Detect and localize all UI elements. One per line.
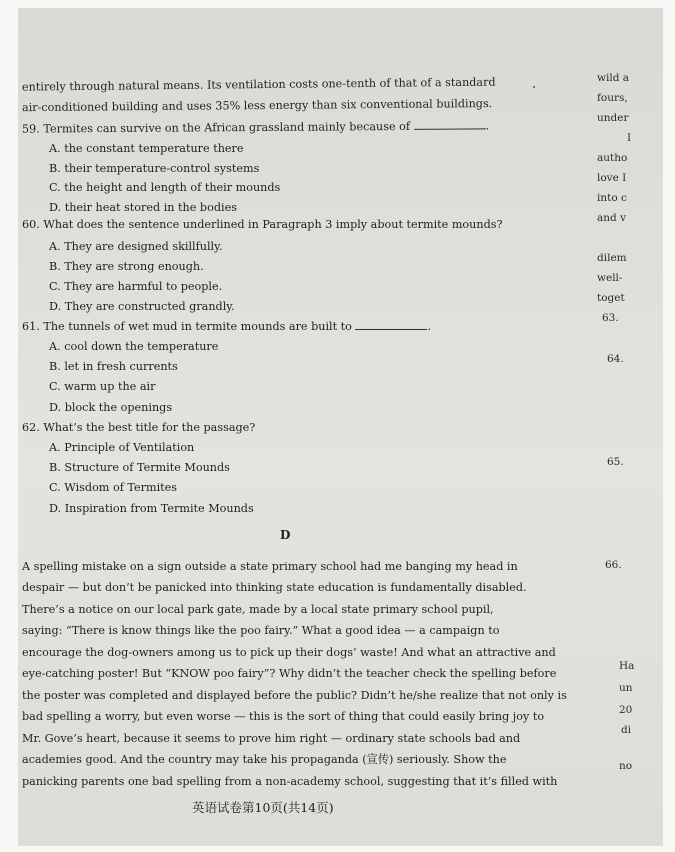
passage-line: despair — but don’t be panicked into thinking state education is fundamentally disabled. (22, 581, 527, 594)
question-number-fragment: 63. (602, 312, 619, 324)
option-59b (49, 162, 259, 176)
fragment-text: fours, (597, 92, 628, 104)
fragment-text: autho (597, 152, 628, 164)
option-62b (49, 461, 230, 475)
option-text: the constant temperature there (64, 142, 244, 155)
continuation-line-1: entirely through natural means. Its ventilation costs one-tenth of that of a standard (21, 75, 496, 94)
continuation-line-2: air-conditioned building and uses 35% less energy than six conventional buildings. (21, 97, 493, 115)
option-letter: A. (49, 441, 61, 454)
question-number-fragment: 66. (605, 559, 622, 571)
option-text: their heat stored in the bodies (64, 201, 237, 214)
passage-line: the poster was completed and displayed before the public? Didn’t he/she realize that not only is (22, 689, 567, 702)
option-text: their temperature-control systems (64, 162, 260, 175)
option-letter: B. (49, 461, 61, 474)
question-number-fragment: 64. (607, 353, 624, 365)
passage-line: Mr. Gove’s heart, because it seems to prove him right — ordinary state schools bad and (22, 732, 521, 745)
option-text: block the openings (64, 401, 173, 414)
passage-line: encourage the dog-owners among us to pick up their dogs’ waste! And what an attractive and (22, 646, 556, 659)
passage-line: There’s a notice on our local park gate, made by a local state primary school pupil, (22, 603, 494, 616)
passage-line: bad spelling a worry, but even worse — this is the sort of thing that could easily bring joy to (22, 710, 545, 723)
question-tail: . (485, 119, 490, 133)
speck (533, 86, 535, 88)
option-61d (49, 401, 172, 415)
option-text: Wisdom of Termites (64, 481, 178, 494)
fragment-text: no (619, 760, 633, 772)
option-text: They are constructed grandly. (64, 300, 235, 313)
option-text: Principle of Ventilation (64, 441, 195, 454)
option-text: They are harmful to people. (64, 280, 223, 293)
fragment-text: well- (597, 272, 623, 284)
fragment-text: love I (597, 172, 627, 184)
question-59 (22, 118, 489, 136)
option-62d (49, 502, 254, 516)
option-letter: B. (49, 162, 61, 175)
section-label: D (280, 528, 291, 542)
option-60c (49, 280, 222, 294)
fragment-text: under (597, 112, 629, 124)
option-letter: B. (49, 260, 61, 273)
option-letter: D. (49, 300, 62, 313)
option-59d (49, 201, 237, 215)
option-letter: D. (49, 502, 62, 515)
passage-line: saying: “There is know things like the poo fairy.” What a good idea — a campaign to (22, 624, 500, 637)
page-footer: 英语试卷第10页(共14页) (192, 800, 334, 815)
fragment-text: un (619, 682, 633, 694)
option-text: the height and length of their mounds (64, 181, 281, 194)
question-62 (22, 421, 255, 435)
option-text: Inspiration from Termite Mounds (64, 502, 254, 515)
option-letter: A. (49, 340, 61, 353)
fragment-text: 20 (619, 704, 633, 716)
question-stem: The tunnels of wet mud in termite mounds are built to (43, 320, 352, 333)
passage-line: eye-catching poster! But “KNOW poo fairy”? Why didn’t the teacher check the spelling before (22, 667, 557, 680)
option-letter: C. (49, 481, 61, 494)
question-stem: What does the sentence underlined in Paragraph 3 imply about termite mounds? (43, 218, 503, 231)
fragment-text: wild a (597, 72, 630, 84)
option-61b (49, 360, 178, 374)
option-text: warm up the air (64, 380, 156, 393)
fragment-text: dilem (597, 252, 627, 264)
option-59a (49, 142, 244, 156)
option-60d (49, 300, 235, 314)
fragment-text: Ha (619, 660, 635, 672)
option-letter: D. (49, 201, 62, 214)
option-text: Structure of Termite Mounds (64, 461, 230, 474)
option-text: cool down the temperature (64, 340, 219, 353)
question-60 (22, 218, 502, 232)
option-60b (49, 260, 204, 274)
option-letter: A. (49, 142, 61, 155)
option-61c (49, 380, 155, 394)
answer-blank (414, 118, 486, 130)
exam-page (21, 60, 567, 850)
question-stem: What’s the best title for the passage? (43, 421, 256, 434)
option-letter: C. (49, 280, 61, 293)
option-text: They are strong enough. (64, 260, 204, 273)
passage-line: academies good. And the country may take his propaganda (宣传) seriously. Show the (22, 753, 507, 766)
passage-line: panicking parents one bad spelling from a non-academy school, suggesting that it’s filled with (22, 775, 558, 788)
passage-line: A spelling mistake on a sign outside a state primary school had me banging my head in (22, 560, 518, 573)
option-letter: B. (49, 360, 61, 373)
question-stem: Termites can survive on the African grassland mainly because of (43, 119, 411, 136)
option-59c (49, 181, 280, 195)
fragment-text: and v (597, 212, 627, 224)
option-letter: A. (49, 240, 61, 253)
question-61 (22, 319, 431, 334)
question-number: 59. (21, 122, 40, 136)
option-text: They are designed skillfully. (64, 240, 223, 253)
option-60a (49, 240, 223, 254)
option-letter: C. (49, 380, 61, 393)
question-number-fragment: 65. (607, 456, 624, 468)
answer-blank (355, 319, 427, 330)
question-number: 60. (22, 218, 40, 231)
question-tail: . (427, 320, 432, 333)
option-letter: D. (49, 401, 62, 414)
fragment-text: di (621, 724, 632, 736)
fragment-text: I (627, 132, 632, 144)
option-letter: C. (49, 181, 61, 194)
question-number: 62. (22, 421, 40, 434)
fragment-text: into c (597, 192, 627, 204)
option-62a (49, 441, 194, 455)
option-text: let in fresh currents (64, 360, 178, 373)
option-62c (49, 481, 177, 495)
question-number: 61. (22, 320, 40, 333)
fragment-text: toget (597, 292, 625, 304)
right-page-fragment (597, 60, 645, 820)
option-61a (49, 340, 218, 354)
